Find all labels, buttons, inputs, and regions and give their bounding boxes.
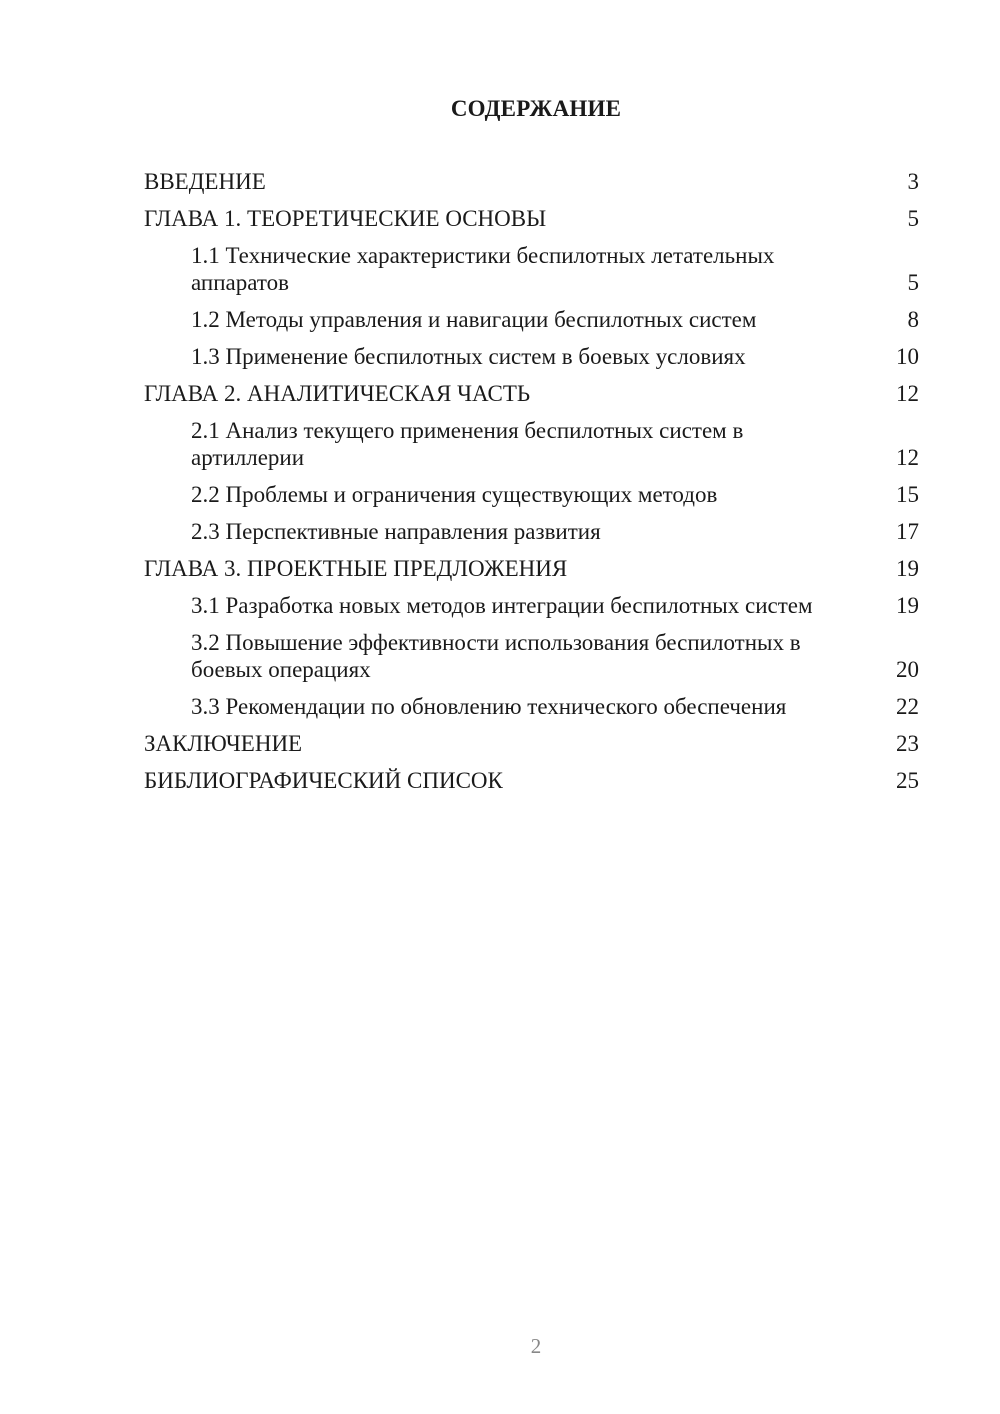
table-of-contents <box>144 168 919 804</box>
toc-entry[interactable] <box>144 242 919 296</box>
toc-entry-title: 3.3 Рекомендации по обновлению технического обеспечения <box>191 694 787 719</box>
toc-entry[interactable] <box>144 417 919 471</box>
toc-entry[interactable] <box>144 481 919 508</box>
toc-entry-title: ЗАКЛЮЧЕНИЕ <box>144 731 303 756</box>
toc-entry-title: 1.1 Технические характеристики беспилотных летательных аппаратов <box>191 243 775 295</box>
toc-entry-page: 22 <box>896 694 919 719</box>
toc-entry-page: 10 <box>896 344 919 369</box>
toc-entry-title: 2.1 Анализ текущего применения беспилотных систем в артиллерии <box>191 418 744 470</box>
toc-entry-title: 3.1 Разработка новых методов интеграции беспилотных систем <box>191 593 813 618</box>
toc-entry-page: 19 <box>896 593 919 618</box>
toc-entry-page: 5 <box>907 270 919 295</box>
toc-entry-page: 5 <box>907 206 919 231</box>
toc-entry-title: ГЛАВА 2. АНАЛИТИЧЕСКАЯ ЧАСТЬ <box>144 381 531 406</box>
toc-entry-title: 2.3 Перспективные направления развития <box>191 519 601 544</box>
toc-entry-page: 25 <box>896 768 919 793</box>
toc-entry-page: 12 <box>896 445 919 470</box>
toc-entry[interactable] <box>144 518 919 545</box>
toc-entry-page: 8 <box>907 307 919 332</box>
toc-entry-title: ГЛАВА 3. ПРОЕКТНЫЕ ПРЕДЛОЖЕНИЯ <box>144 556 568 581</box>
toc-entry[interactable] <box>144 767 919 794</box>
toc-entry[interactable] <box>144 730 919 757</box>
toc-entry-title: 1.3 Применение беспилотных систем в боевых условиях <box>191 344 746 369</box>
toc-entry-page: 12 <box>896 381 919 406</box>
toc-entry-title: 1.2 Методы управления и навигации беспилотных систем <box>191 307 757 332</box>
toc-entry[interactable] <box>144 306 919 333</box>
toc-entry-title: ГЛАВА 1. ТЕОРЕТИЧЕСКИЕ ОСНОВЫ <box>144 206 547 231</box>
toc-entry[interactable] <box>144 168 919 195</box>
toc-entry[interactable] <box>144 343 919 370</box>
toc-entry-page: 23 <box>896 731 919 756</box>
toc-entry-page: 17 <box>896 519 919 544</box>
toc-entry-title: 3.2 Повышение эффективности использования беспилотных в боевых операциях <box>191 630 801 682</box>
toc-entry[interactable] <box>144 380 919 407</box>
toc-entry[interactable] <box>144 629 919 683</box>
toc-entry[interactable] <box>144 205 919 232</box>
toc-entry[interactable] <box>144 693 919 720</box>
page-title: СОДЕРЖАНИЕ <box>450 96 622 121</box>
toc-entry[interactable] <box>144 592 919 619</box>
toc-entry[interactable] <box>144 555 919 582</box>
page-number: 2 <box>530 1334 542 1358</box>
toc-entry-page: 15 <box>896 482 919 507</box>
toc-entry-page: 20 <box>896 657 919 682</box>
toc-entry-title: БИБЛИОГРАФИЧЕСКИЙ СПИСОК <box>144 768 503 793</box>
toc-entry-page: 19 <box>896 556 919 581</box>
toc-entry-title: 2.2 Проблемы и ограничения существующих методов <box>191 482 718 507</box>
toc-entry-page: 3 <box>907 169 919 194</box>
toc-entry-title: ВВЕДЕНИЕ <box>144 169 266 194</box>
